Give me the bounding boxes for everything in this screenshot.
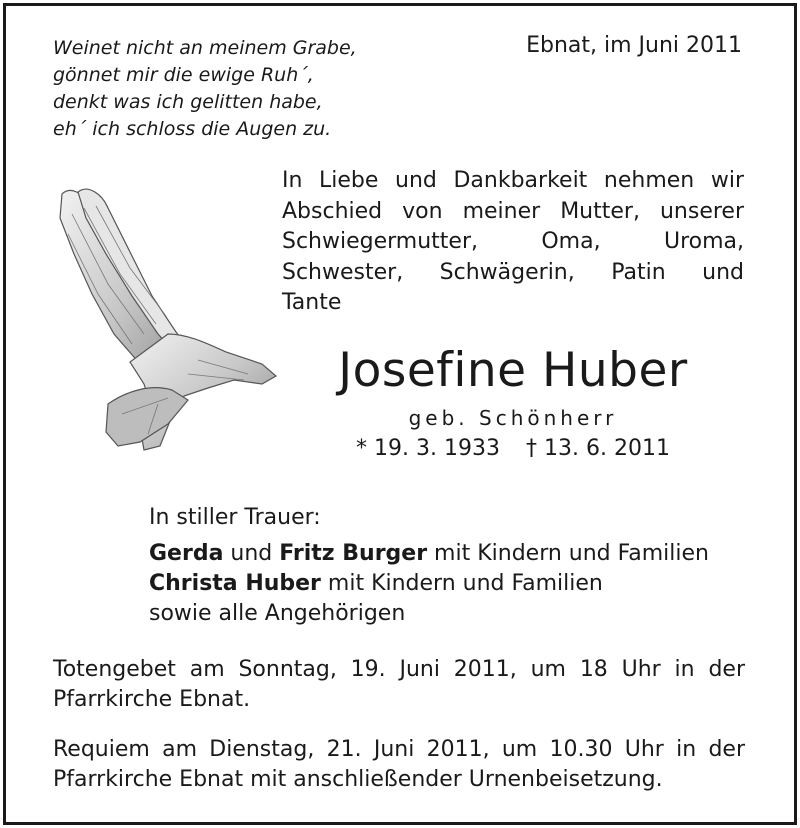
mourner-line: sowie alle Angehörigen (149, 601, 406, 626)
deceased-name: Josefine Huber (338, 343, 688, 398)
mourner-line (149, 569, 709, 599)
mourner-text: und (223, 541, 280, 566)
mourner-name: Gerda (149, 541, 224, 566)
mourner-text: mit Kindern und Familien (427, 541, 710, 566)
intro-line: Schwiegermutter, Oma, Uroma, (282, 229, 744, 254)
poem-line: denkt was ich gelitten habe, (53, 91, 323, 113)
intro-line: Schwester, Schwägerin, Patin und (282, 259, 744, 285)
notice-line: Totengebet am Sonntag, 19. Juni 2011, um 18 Uhr in der (53, 657, 745, 682)
notice-line: Pfarrkirche Ebnat mit anschließender Urnenbeisetzung. (53, 767, 663, 792)
mourner-name: Fritz Burger (279, 541, 428, 566)
poem-line: Weinet nicht an meinem Grabe, (53, 37, 357, 59)
death-date: † 13. 6. 2011 (526, 436, 670, 461)
mourner-text: mit Kindern und Familien (320, 571, 603, 596)
birth-date: * 19. 3. 1933 (356, 436, 500, 461)
requiem-notice (53, 735, 745, 795)
place-date: Ebnat, im Juni 2011 (526, 33, 742, 58)
life-dates (282, 436, 744, 461)
notice-line: Pfarrkirche Ebnat. (53, 687, 251, 712)
intro-line: In Liebe und Dankbarkeit nehmen wir (282, 168, 744, 193)
intro-line: Tante (282, 290, 342, 315)
mourners-heading: In stiller Trauer: (149, 505, 321, 530)
praying-hands-icon (48, 184, 280, 456)
intro-line: Abschied von meiner Mutter, unserer (282, 198, 744, 224)
poem-line: gönnet mir die ewige Ruh´, (53, 64, 314, 86)
prayer-notice (53, 655, 745, 715)
mourner-line (149, 539, 709, 569)
mourner-name: Christa Huber (149, 571, 321, 596)
maiden-name: geb. Schönherr (408, 406, 618, 430)
notice-line: Requiem am Dienstag, 21. Juni 2011, um 10.30 Uhr in der (53, 737, 745, 762)
poem-line: eh´ ich schloss die Augen zu. (53, 118, 332, 140)
poem (53, 35, 357, 143)
mourners (149, 503, 709, 629)
intro-text (282, 166, 744, 319)
